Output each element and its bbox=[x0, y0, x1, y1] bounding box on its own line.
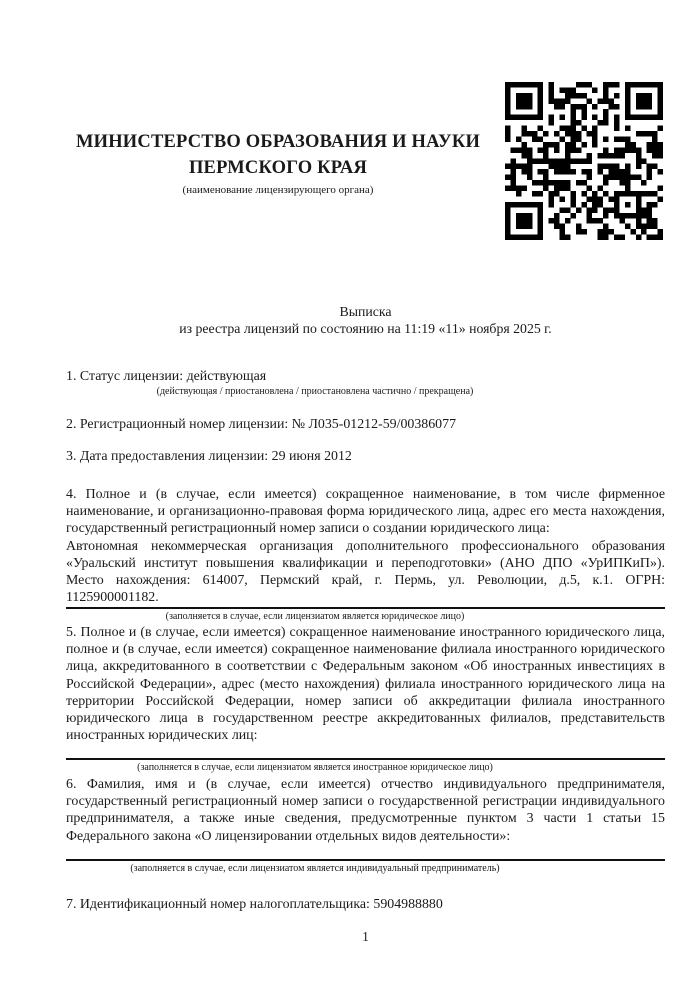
item-4-fill-line bbox=[66, 607, 665, 609]
item-1-caption: (действующая / приостановлена / приостановлена частично / прекращена) bbox=[156, 386, 474, 398]
item-5-caption: (заполняется в случае, если лицензиатом является иностранное юридическое лицо) bbox=[137, 762, 493, 774]
item-6-answer bbox=[66, 845, 665, 858]
item-2-registration-number bbox=[66, 416, 665, 433]
page-number: 1 bbox=[362, 929, 369, 944]
item-6-fill-line bbox=[66, 859, 665, 861]
title-line2: из реестра лицензий по состоянию на 11:19 «11» ноября 2025 г. bbox=[179, 321, 552, 337]
item-6-question: 6. Фамилия, имя и (в случае, если имеется) отчество индивидуального предпринимателя, государственный регистрационный номер записи о государственной регистрации индивидуального предпринимателя, а также иные сведения, предусмотренные пунктом 3 части 1 статьи 15 Федерального закона «О лицензировании отдельных видов деятельности»: bbox=[66, 777, 665, 844]
item-7-text: 7. Идентификационный номер налогоплательщика: 5904988880 bbox=[66, 897, 443, 912]
item-4-legal-entity bbox=[66, 486, 665, 623]
item-3-text: 3. Дата предоставления лицензии: 29 июня 2012 bbox=[66, 449, 352, 464]
item-1-text: 1. Статус лицензии: действующая bbox=[66, 369, 267, 384]
item-1-license-status bbox=[66, 368, 665, 398]
item-4-caption: (заполняется в случае, если лицензиатом является юридическое лицо) bbox=[165, 611, 465, 623]
qr-code bbox=[505, 82, 663, 240]
item-5-question: 5. Полное и (в случае, если имеется) сокращенное наименование иностранного юридического лица, полное и (в случае, если имеется) сокращенное наименование филиала иностранного юридического лица, аккредитованного в соответствии с Федеральным законом «Об иностранных инвестициях в Российской Федерации», адрес (место нахождения) филиала иностранного юридического лица на территории Российской Федерации, номер записи об аккредитации филиала иностранного юридического лица в государственном реестре аккредитованных филиалов, представительств иностранных юридических лиц: bbox=[66, 625, 665, 744]
document-title bbox=[66, 303, 665, 337]
ministry-name-line1: МИНИСТЕРСТВО ОБРАЗОВАНИЯ И НАУКИ bbox=[75, 132, 481, 152]
item-5-answer bbox=[66, 744, 665, 757]
licensing-authority-caption: (наименование лицензирующего органа) bbox=[182, 184, 374, 196]
title-line1: Выписка bbox=[339, 304, 392, 319]
item-3-license-date bbox=[66, 448, 665, 465]
item-7-taxpayer-id bbox=[66, 896, 665, 913]
ministry-name-line2: ПЕРМСКОГО КРАЯ bbox=[188, 158, 368, 178]
item-2-text: 2. Регистрационный номер лицензии: № Л035-01212-59/00386077 bbox=[66, 417, 457, 432]
item-5-foreign-entity bbox=[66, 624, 665, 774]
document-header bbox=[66, 129, 490, 197]
item-4-answer: Автономная некоммерческая организация дополнительного профессионального образования «Уральский институт повышения квалификации и переподготовки» (АНО ДПО «УрИПКиП»). Место нахождения: 614007, Пермский край, г. Пермь, ул. Революции, д.5, к.1. ОГРН: 1125900001182. bbox=[66, 538, 665, 606]
item-6-caption: (заполняется в случае, если лицензиатом является индивидуальный предприниматель) bbox=[130, 862, 500, 874]
item-5-fill-line bbox=[66, 758, 665, 760]
item-4-question: 4. Полное и (в случае, если имеется) сокращенное наименование, в том числе фирменное наименование, и организационно-правовая форма юридического лица, адрес его места нахождения, государственный регистрационный номер записи о создании юридического лица: bbox=[66, 487, 665, 537]
item-6-individual-entrepreneur bbox=[66, 776, 665, 875]
